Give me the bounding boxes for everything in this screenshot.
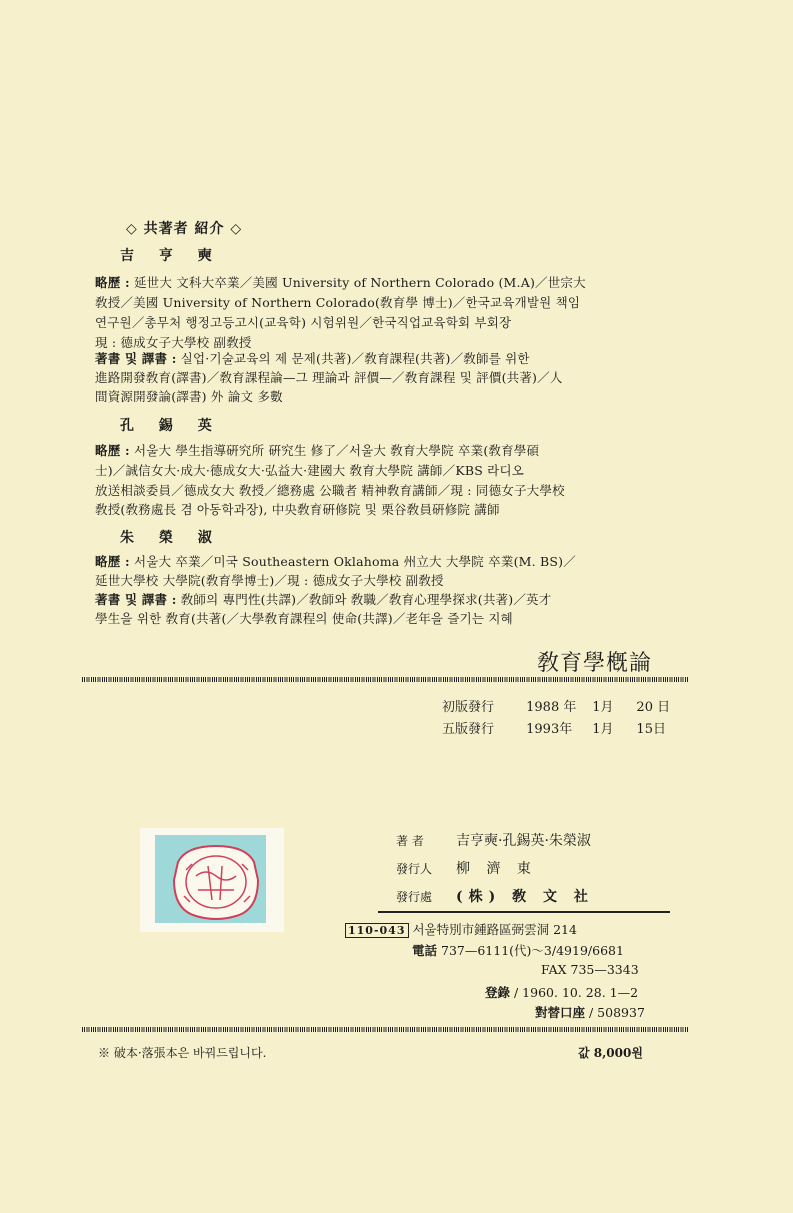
bio-label: 著書 및 譯書 : [95,351,177,366]
publishing-house-row [396,886,594,906]
phone-line [412,941,624,959]
account-label: 對替口座 [535,1005,586,1020]
edition-line [442,718,666,737]
divider [82,1027,688,1032]
bio-text: 士)／誠信女大·成大·德成女大·弘益大·建國大 敎育大學院 講師／KBS 라디오 [95,463,525,478]
author-name: 吉 亨 奭 [120,248,222,264]
postal-code: 110-043 [345,923,409,938]
bio-text: 延世大 文科大卒業／美國 University of Northern Colorado (M.A)／世宗大 [129,275,586,290]
phone-number: 737—6111(代)～3/4919/6681 [441,943,624,958]
book-title: 敎育學槪論 [537,651,653,676]
bio-text: 敎授／美國 University of Northern Colorado(敎育學 博士)／한국교육개발원 책임 [95,295,581,310]
edition-year: 1988 年 [526,700,577,715]
registration-value: / 1960. 10. 28. 1—2 [514,985,639,1000]
publisher-label: 發行人 [396,862,433,876]
bio-label: 略歷 : [95,443,130,458]
bio-line [95,349,530,367]
seal-icon [166,840,266,922]
bio-label: 略歷 : [95,554,130,569]
publisher-row [396,858,537,878]
registration-line [485,983,638,1001]
publisher-value: 柳 濟 東 [456,861,537,877]
bio-line [95,590,551,608]
bio-line [95,273,586,291]
bio-text: 실업·기술교육의 제 문제(共著)／敎育課程(共著)／敎師를 위한 [176,351,530,366]
edition-month: 1月 [592,722,614,737]
publishing-house-value: (株) 敎 文 社 [456,889,594,905]
bio-line [95,293,580,311]
edition-label: 初版發行 [442,700,495,715]
phone-label: 電話 [412,943,438,958]
author-name: 孔 錫 英 [120,418,222,434]
bio-text: 學生을 위한 敎育(共著(／大學敎育課程의 使命(共譯)／老年을 즐기는 지혜 [95,611,513,626]
bio-line [95,481,565,499]
edition-day: 20 日 [636,700,671,715]
bio-label: 略歷 : [95,275,130,290]
bio-text: 敎師의 專門性(共譯)／敎師와 敎職／敎育心理學探求(共著)／英才 [176,592,552,607]
bio-line [95,571,444,589]
bio-text: 연구원／총무처 행정고등고시(교육학) 시험위원／한국직업교육학회 부회장 [95,315,512,330]
edition-line [442,696,670,715]
account-value: / 508937 [589,1005,645,1020]
bio-line [95,500,500,518]
edition-year: 1993年 [526,722,573,737]
registration-label: 登錄 [485,985,511,1000]
divider [378,911,670,913]
bio-text: 間資源開發論(譯書) 外 論文 多數 [95,389,283,404]
fax-line: FAX 735—3343 [541,962,639,977]
bio-text: 서울大 卒業／미국 Southeastern Oklahoma 州立大 大學院 卒業(M. BS)／ [129,554,576,569]
bio-text: 서울大 學生指導硏究所 硏究生 修了／서울大 敎育大學院 卒業(敎育學碩 [129,443,540,458]
bio-line [95,313,511,331]
street-address: 서울特別市鍾路區弼雲洞 214 [412,922,577,937]
publishing-house-label: 發行處 [396,890,433,904]
bio-text: 進路開發敎育(譯書)／敎育課程論—그 理論과 評價—／敎育課程 및 評價(共著)／人 [95,370,563,385]
author-label: 著 者 [396,834,424,848]
bio-line [95,441,539,459]
bio-line [95,461,524,479]
bio-line [95,387,283,405]
price: 값 8,000원 [578,1046,643,1060]
edition-month: 1月 [592,700,614,715]
coauthors-heading: ◇ 共著者 紹介 ◇ [126,221,243,237]
bio-line [95,609,513,627]
bio-text: 敎授(敎務處長 겸 아동학과장), 中央敎育硏修院 및 栗谷敎員硏修院 講師 [95,502,500,517]
author-value: 吉亨奭·孔錫英·朱榮淑 [456,833,591,849]
address-line [345,920,577,938]
account-line [535,1003,645,1021]
replacement-note: ※ 破本·落張本은 바꿔드립니다. [98,1046,267,1060]
bio-text: 放送相談委員／德成女大 敎授／總務處 公職者 精神敎育講師／現 : 同德女子大學校 [95,483,565,498]
author-name: 朱 榮 淑 [120,530,222,546]
bio-line [95,368,563,386]
bio-line [95,552,576,570]
author-row [396,830,591,850]
divider [82,677,688,682]
bio-text: 延世大學校 大學院(敎育學博士)／現 : 德成女子大學校 副敎授 [95,573,444,588]
edition-day: 15日 [636,722,666,737]
bio-label: 著書 및 譯書 : [95,592,177,607]
bio-text: 現 : 德成女子大學校 副敎授 [95,335,252,350]
edition-label: 五版發行 [442,722,495,737]
